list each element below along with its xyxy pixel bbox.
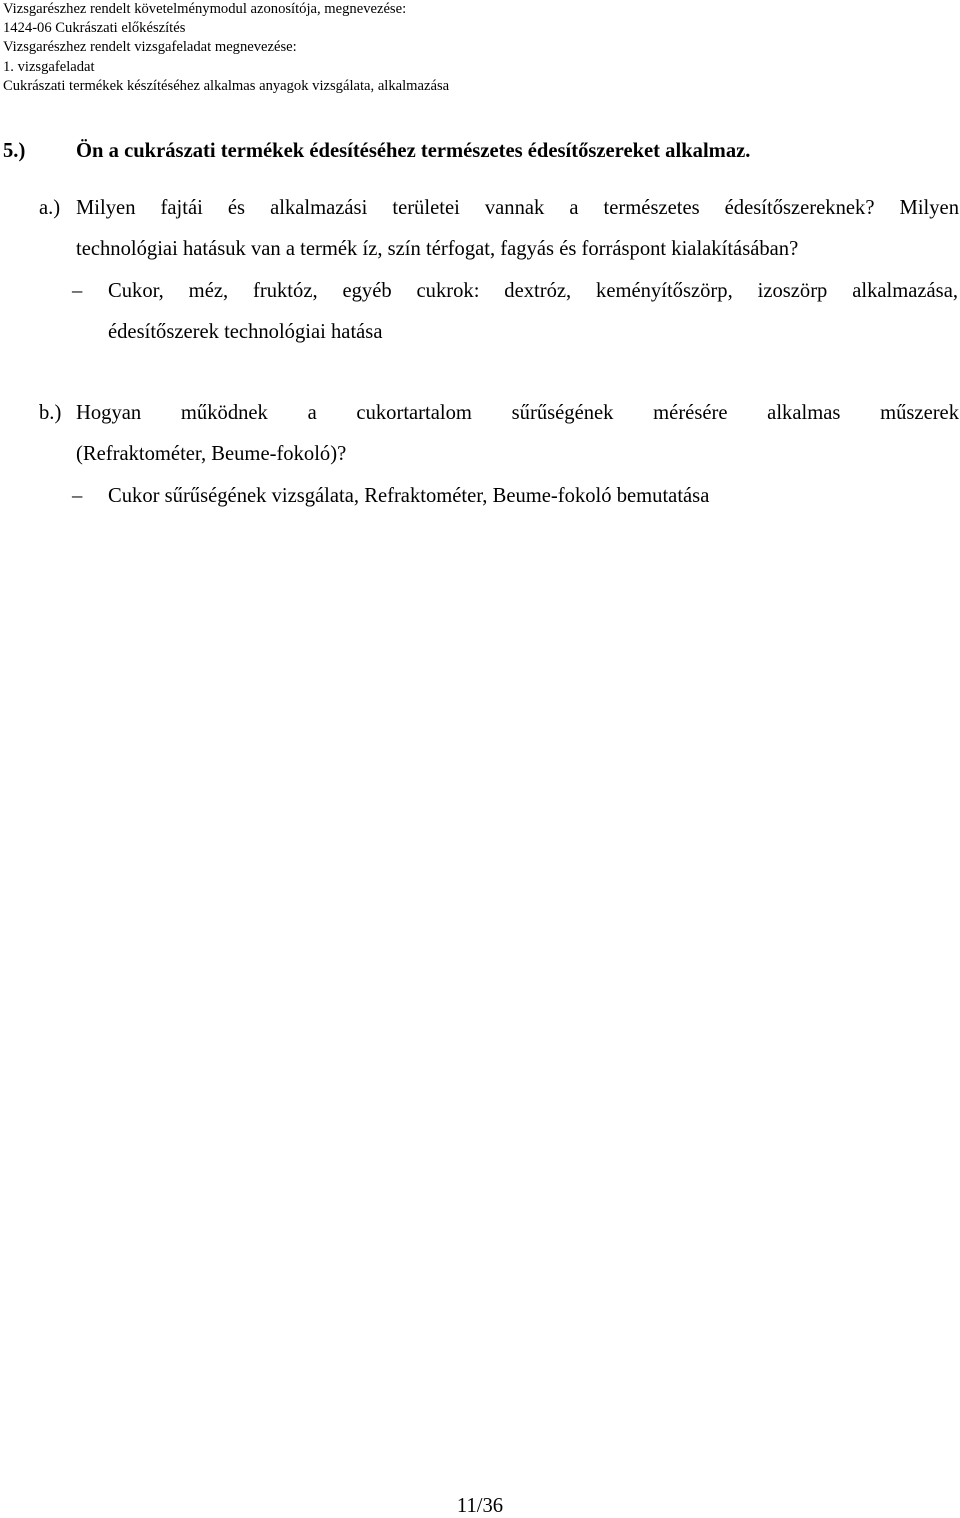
- answer-a-line2: édesítőszerek technológiai hatása: [108, 321, 383, 343]
- task-title: [3, 140, 750, 163]
- header-task-label: Vizsgarészhez rendelt vizsgafeladat megnevezése:: [3, 39, 297, 56]
- dash-icon: –: [72, 280, 83, 302]
- document-header: [3, 0, 449, 96]
- task-title-text: Ön a cukrászati termékek édesítéséhez természetes édesítőszereket alkalmaz.: [76, 140, 751, 162]
- question-a-line2: technológiai hatásuk van a termék íz, szín térfogat, fagyás és forráspont kialakításában?: [76, 238, 799, 260]
- answer-b-line1: Cukor sűrűségének vizsgálata, Refraktométer, Beume-fokoló bemutatása: [108, 485, 710, 507]
- header-task-name: Cukrászati termékek készítéséhez alkalmas anyagok vizsgálata, alkalmazása: [3, 77, 450, 94]
- answer-a: [72, 271, 958, 353]
- page-number: 11/36: [456, 1495, 504, 1517]
- question-a-line1: Milyen fajtái és alkalmazási területei vannak a természetes édesítőszereknek? Milyen: [76, 197, 959, 219]
- question-a-label: a.): [39, 197, 61, 219]
- question-b-label: b.): [39, 402, 62, 424]
- header-module-label: Vizsgarészhez rendelt követelménymodul azonosítója, megnevezése:: [3, 1, 407, 17]
- question-b: [39, 393, 959, 475]
- header-task-number: 1. vizsgafeladat: [3, 58, 95, 75]
- question-a: [39, 188, 959, 270]
- question-b-line2: (Refraktométer, Beume-fokoló)?: [76, 443, 347, 465]
- dash-icon: –: [72, 485, 83, 507]
- header-module-value: 1424-06 Cukrászati előkészítés: [3, 20, 186, 37]
- answer-b: [72, 476, 958, 517]
- task-number: 5.): [3, 140, 26, 162]
- answer-a-line1: Cukor, méz, fruktóz, egyéb cukrok: dextróz, keményítőszörp, izoszörp alkalmazása,: [108, 280, 958, 302]
- question-b-line1: Hogyan működnek a cukortartalom sűrűségének mérésére alkalmas műszerek: [76, 402, 959, 424]
